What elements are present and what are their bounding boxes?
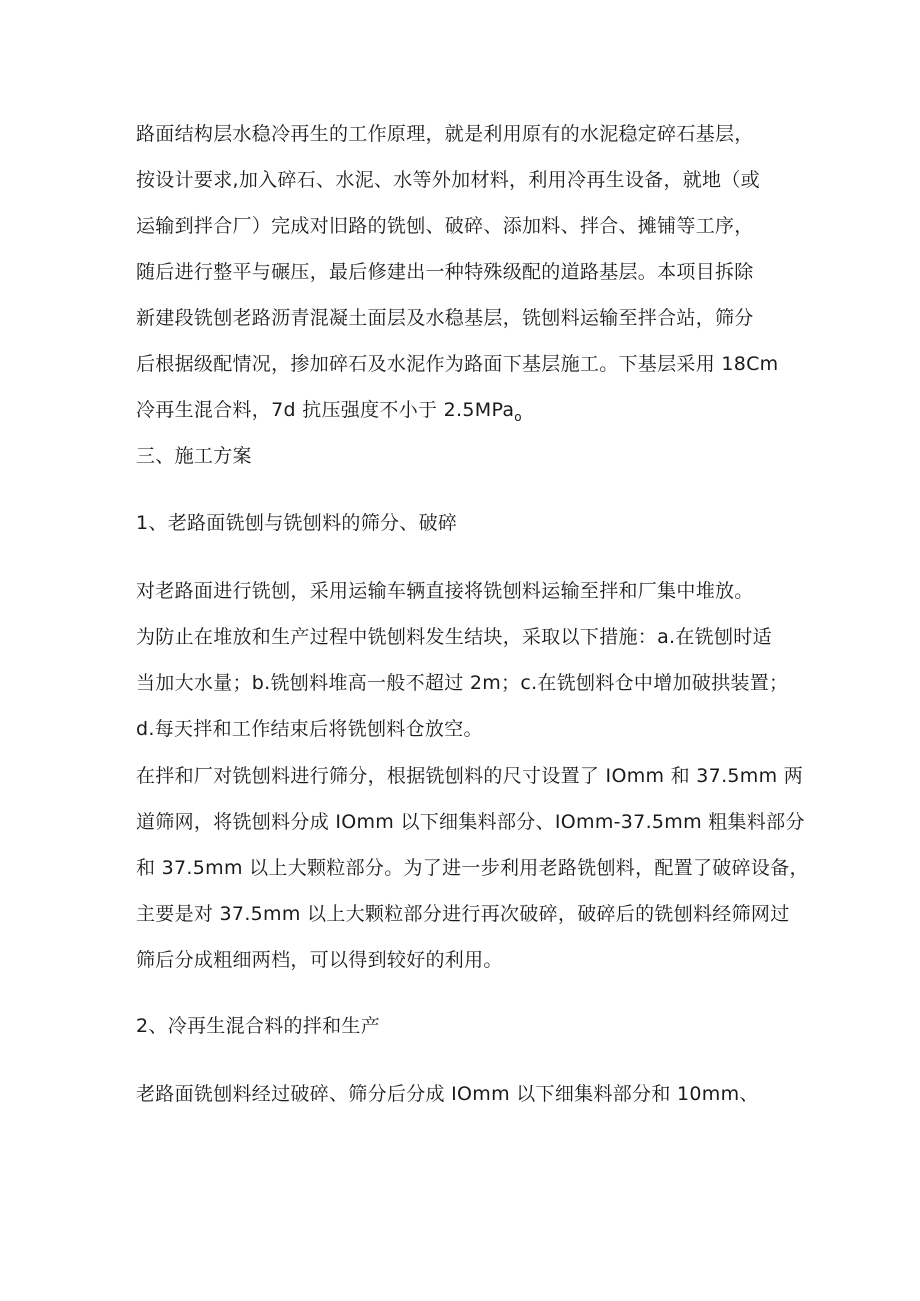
paragraph-3-line: 和 37.5mm 以上大颗粒部分。为了进一步利用老路铣刨料，配置了破碎设备， (136, 857, 809, 879)
paragraph-1-line: 后根据级配情况，掺加碎石及水泥作为路面下基层施工。下基层采用 18Cm (136, 353, 779, 375)
section-heading: 三、施工方案 (136, 445, 252, 467)
trailing-subscript-mark: o (514, 410, 522, 424)
paragraph-3-line: 筛后分成粗细两档，可以得到较好的利用。 (136, 949, 503, 971)
paragraph-2-line: 对老路面进行铣刨，采用运输车辆直接将铣刨料运输至拌和厂集中堆放。 (136, 580, 754, 602)
paragraph-2-line: 为防止在堆放和生产过程中铣刨料发生结块，采取以下措施：a.在铣刨时适 (136, 626, 772, 648)
paragraph-1-last-line (136, 397, 522, 430)
sub-heading-2: 2、冷再生混合料的拌和生产 (136, 1015, 380, 1037)
paragraph-1-line: 冷再生混合料，7d 抗压强度不小于 2.5MPa (136, 399, 515, 421)
paragraph-1-line: 按设计要求,加入碎石、水泥、水等外加材料，利用冷再生设备，就地（或 (136, 169, 760, 191)
paragraph-1-line: 随后进行整平与碾压，最后修建出一种特殊级配的道路基层。本项目拆除 (136, 261, 754, 283)
sub-heading-1: 1、老路面铣刨与铣刨料的筛分、破碎 (136, 512, 458, 534)
paragraph-3-line: 道筛网，将铣刨料分成 IOmm 以下细集料部分、IOmm-37.5mm 粗集料部分 (136, 811, 805, 833)
paragraph-3-line: 主要是对 37.5mm 以上大颗粒部分进行再次破碎，破碎后的铣刨料经筛网过 (136, 903, 790, 925)
paragraph-3-line: 在拌和厂对铣刨料进行筛分，根据铣刨料的尺寸设置了 IOmm 和 37.5mm 两 (136, 765, 804, 787)
paragraph-1-line: 新建段铣刨老路沥青混凝土面层及水稳基层，铣刨料运输至拌合站，筛分 (136, 307, 754, 329)
paragraph-1-line: 运输到拌合厂）完成对旧路的铣刨、破碎、添加料、拌合、摊铺等工序， (136, 215, 754, 237)
paragraph-2-line: d.每天拌和工作结束后将铣刨料仓放空。 (136, 718, 483, 740)
paragraph-4-line: 老路面铣刨料经过破碎、筛分后分成 IOmm 以下细集料部分和 10mm、 (136, 1083, 759, 1105)
paragraph-2-line: 当加大水量；b.铣刨料堆高一般不超过 2m；c.在铣刨料仓中增加破拱装置； (136, 672, 789, 694)
paragraph-1-line: 路面结构层水稳冷再生的工作原理，就是利用原有的水泥稳定碎石基层， (136, 123, 754, 145)
